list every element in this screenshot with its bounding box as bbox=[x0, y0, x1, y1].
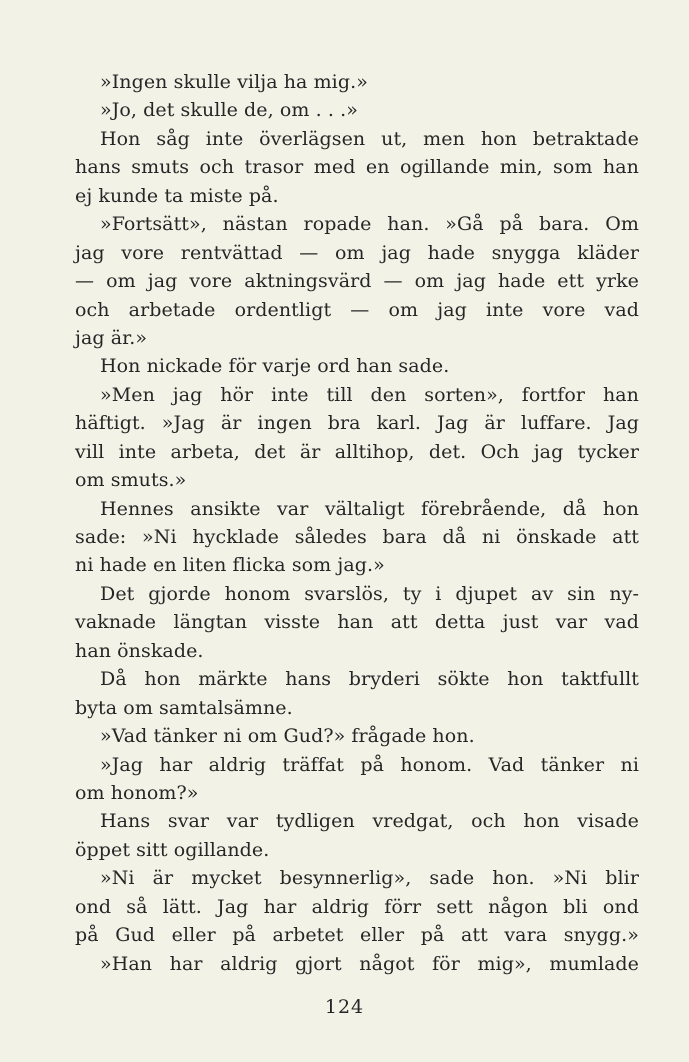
text-line: Hon såg inte överlägsen ut, men hon betraktade bbox=[100, 127, 639, 150]
text-line: öppet sitt ogillande. bbox=[75, 838, 270, 861]
text-line: Hennes ansikte var vältaligt förebrående, då hon bbox=[100, 497, 639, 520]
text-line: sade: »Ni hycklade således bara då ni önskade att bbox=[75, 526, 639, 548]
text-line: »Men jag hör inte till den sorten», fortfor han bbox=[100, 383, 639, 406]
text-line: »Jo, det skulle de, om . . .» bbox=[100, 99, 358, 122]
text-line: ej kunde ta miste på. bbox=[75, 184, 279, 207]
text-line: jag är.» bbox=[75, 326, 148, 349]
text-line: »Han har aldrig gjort något för mig», mumlade bbox=[100, 952, 639, 975]
text-line: hans smuts och trasor med en ogillande min, som han bbox=[75, 156, 639, 179]
text-line: »Jag har aldrig träffat på honom. Vad tänker ni bbox=[100, 753, 639, 776]
text-line: vaknade längtan visste han att detta just var vad bbox=[75, 611, 639, 634]
text-line: häftigt. »Jag är ingen bra karl. Jag är luffare. Jag bbox=[75, 412, 639, 435]
text-line: Det gjorde honom svarslös, ty i djupet av sin ny- bbox=[100, 582, 639, 605]
body-text bbox=[75, 68, 639, 978]
text-line: jag vore rentvättad — om jag hade snygga kläder bbox=[75, 241, 639, 264]
text-line: »Ni är mycket besynnerlig», sade hon. »Ni blir bbox=[100, 867, 639, 890]
text-line: han önskade. bbox=[75, 639, 204, 662]
text-line: ond så lätt. Jag har aldrig förr sett någon bli ond bbox=[75, 895, 639, 918]
text-line: — om jag vore aktningsvärd — om jag hade ett yrke bbox=[75, 270, 639, 293]
text-line: »Fortsätt», nästan ropade han. »Gå på bara. Om bbox=[100, 213, 639, 236]
text-line: och arbetade ordentligt — om jag inte vore vad bbox=[75, 298, 639, 321]
text-line: Hon nickade för varje ord han sade. bbox=[100, 355, 450, 378]
text-line: på Gud eller på arbetet eller på att vara snygg.» bbox=[75, 924, 639, 947]
text-line: byta om samtalsämne. bbox=[75, 696, 293, 719]
text-line: om smuts.» bbox=[75, 469, 187, 492]
text-line: vill inte arbeta, det är alltihop, det. Och jag tycker bbox=[75, 440, 639, 463]
text-line: »Vad tänker ni om Gud?» frågade hon. bbox=[100, 725, 475, 748]
text-line: Hans svar var tydligen vredgat, och hon visade bbox=[100, 810, 639, 833]
text-line: »Ingen skulle vilja ha mig.» bbox=[100, 71, 368, 93]
page-number: 124 bbox=[324, 996, 365, 1018]
text-line: ni hade en liten flicka som jag.» bbox=[75, 554, 385, 577]
text-line: Då hon märkte hans bryderi sökte hon taktfullt bbox=[100, 668, 639, 691]
text-line: om honom?» bbox=[75, 781, 199, 804]
